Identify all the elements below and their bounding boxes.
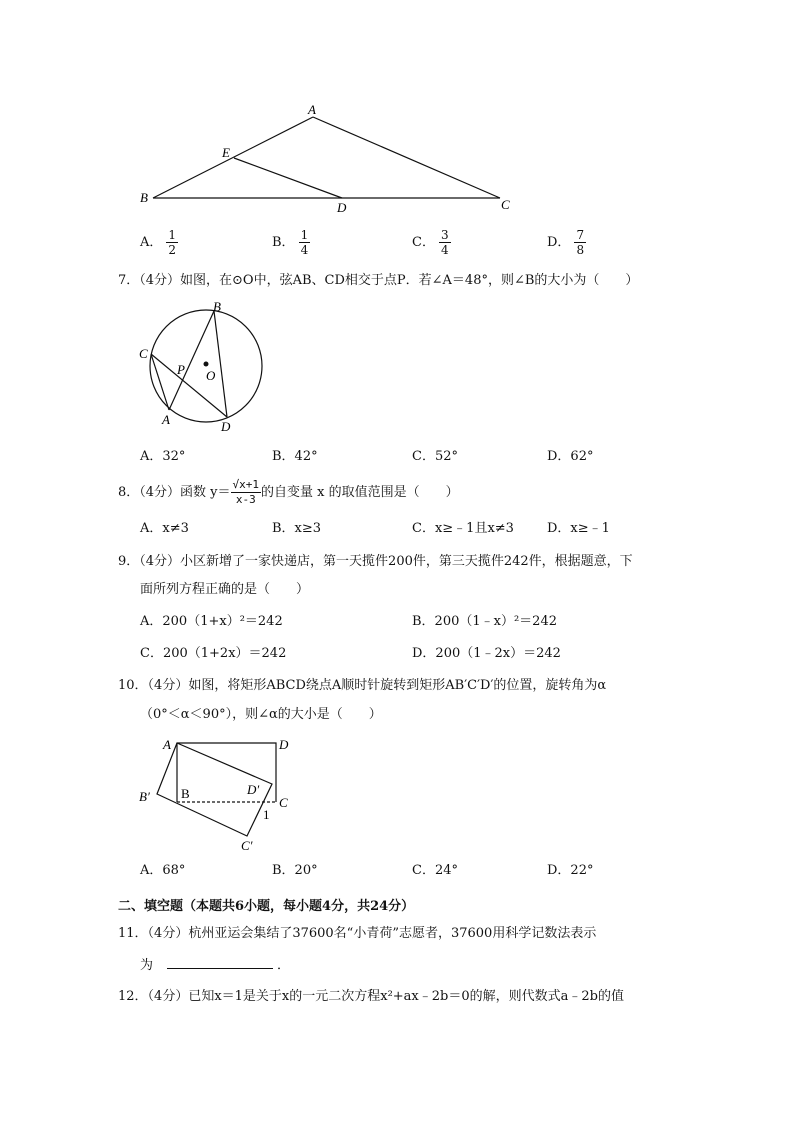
segment-AC: [313, 117, 500, 198]
question-12-line1: 12．（4分）已知x＝1是关于x的一元二次方程x²+ax﹣2b＝0的解，则代数式a﹣2b的值: [118, 989, 624, 1004]
label-E: E: [222, 145, 230, 160]
label-D: D: [221, 419, 231, 434]
q10-option-a[interactable]: A．68°: [140, 863, 186, 878]
label-D: D: [337, 200, 347, 215]
q6-option-a[interactable]: A． $\frac{1}{2}$: [140, 228, 177, 257]
q9-option-a[interactable]: A．200（1+x）²＝242: [140, 614, 283, 629]
segment-BD: [214, 311, 227, 417]
q6-option-d[interactable]: D． $\frac{7}{8}$: [547, 228, 585, 257]
q7-option-d[interactable]: D．62°: [547, 449, 594, 464]
chord-CD: [151, 354, 227, 417]
q8-option-d[interactable]: D．x≥﹣1: [547, 521, 610, 536]
label-B: B: [181, 786, 190, 801]
rect-ABCD: [177, 743, 276, 802]
q8-option-b[interactable]: B．x≥3: [272, 521, 322, 536]
q9-option-c[interactable]: C．200（1+2x）＝242: [140, 646, 287, 661]
q8-option-c[interactable]: C．x≥﹣1且x≠3: [412, 521, 514, 536]
q9-option-d[interactable]: D．200（1﹣2x）＝242: [412, 646, 561, 661]
q6-option-c[interactable]: C． $\frac{3}{4}$: [412, 228, 449, 257]
label-C: C: [279, 795, 288, 810]
label-D-prime: D′: [247, 782, 260, 797]
label-P: P: [177, 362, 185, 377]
answer-blank[interactable]: [167, 956, 273, 969]
q6-option-b[interactable]: B． $\frac{1}{4}$: [272, 228, 309, 257]
question-9-line2: 面所列方程正确的是（ ）: [140, 582, 310, 597]
question-8-text: 8．（4分）函数 y＝ $\frac{√x+1}{x-3}$ 的自变量 x 的取值范围是（ ）: [118, 478, 459, 506]
label-O: O: [206, 368, 216, 383]
label-C-prime: C′: [241, 838, 253, 853]
question-7-text: 7．（4分）如图，在⊙O中，弦AB、CD相交于点P．若∠A＝48°，则∠B的大小为（ ）: [118, 273, 639, 288]
q7-option-c[interactable]: C．52°: [412, 449, 458, 464]
fraction: $\frac{3}{4}$: [440, 228, 449, 257]
label-B: B: [140, 190, 148, 205]
segment-CA: [151, 354, 169, 410]
circle-figure-q7: [135, 298, 275, 438]
label-C: C: [139, 346, 148, 361]
triangle-figure-q6: [130, 100, 530, 220]
function-fraction: $\frac{√x+1}{x-3}$: [232, 478, 260, 506]
q7-option-a[interactable]: A．32°: [140, 449, 186, 464]
q10-option-c[interactable]: C．24°: [412, 863, 458, 878]
question-11-line2: 为 ．: [140, 958, 291, 973]
q8-option-a[interactable]: A．x≠3: [140, 521, 189, 536]
segment-BA: [153, 117, 313, 198]
label-D: D: [279, 737, 289, 752]
label-C: C: [501, 197, 510, 212]
segment-ED: [234, 158, 342, 198]
fraction: $\frac{1}{2}$: [168, 228, 177, 257]
label-B-prime: B′: [139, 789, 150, 804]
rectangle-figure-q10: [135, 732, 305, 857]
fraction: $\frac{1}{4}$: [300, 228, 309, 257]
label-angle-1: 1: [263, 807, 270, 822]
label-A: A: [163, 737, 171, 752]
label-B: B: [213, 299, 221, 314]
center-dot: [204, 362, 209, 367]
fraction: $\frac{7}{8}$: [576, 228, 585, 257]
q9-option-b[interactable]: B．200（1﹣x）²＝242: [412, 614, 557, 629]
question-11-line1: 11．（4分）杭州亚运会集结了37600名“小青荷”志愿者，37600用科学记数法表示: [118, 926, 597, 941]
q10-option-b[interactable]: B．20°: [272, 863, 318, 878]
label-A: A: [162, 412, 170, 427]
question-9-line1: 9．（4分）小区新增了一家快递店，第一天揽件200件，第三天揽件242件，根据题意，下: [118, 554, 633, 569]
label-A: A: [308, 102, 316, 117]
question-10-line2: （0°＜α＜90°），则∠α的大小是（ ）: [140, 707, 382, 722]
q10-option-d[interactable]: D．22°: [547, 863, 594, 878]
question-10-line1: 10．（4分）如图，将矩形ABCD绕点A顺时针旋转到矩形AB′C′D′的位置，旋转角为α: [118, 678, 607, 693]
section-heading: 二、填空题（本题共6小题，每小题4分，共24分）: [118, 899, 415, 914]
q7-option-b[interactable]: B．42°: [272, 449, 318, 464]
chord-AB: [169, 311, 214, 410]
